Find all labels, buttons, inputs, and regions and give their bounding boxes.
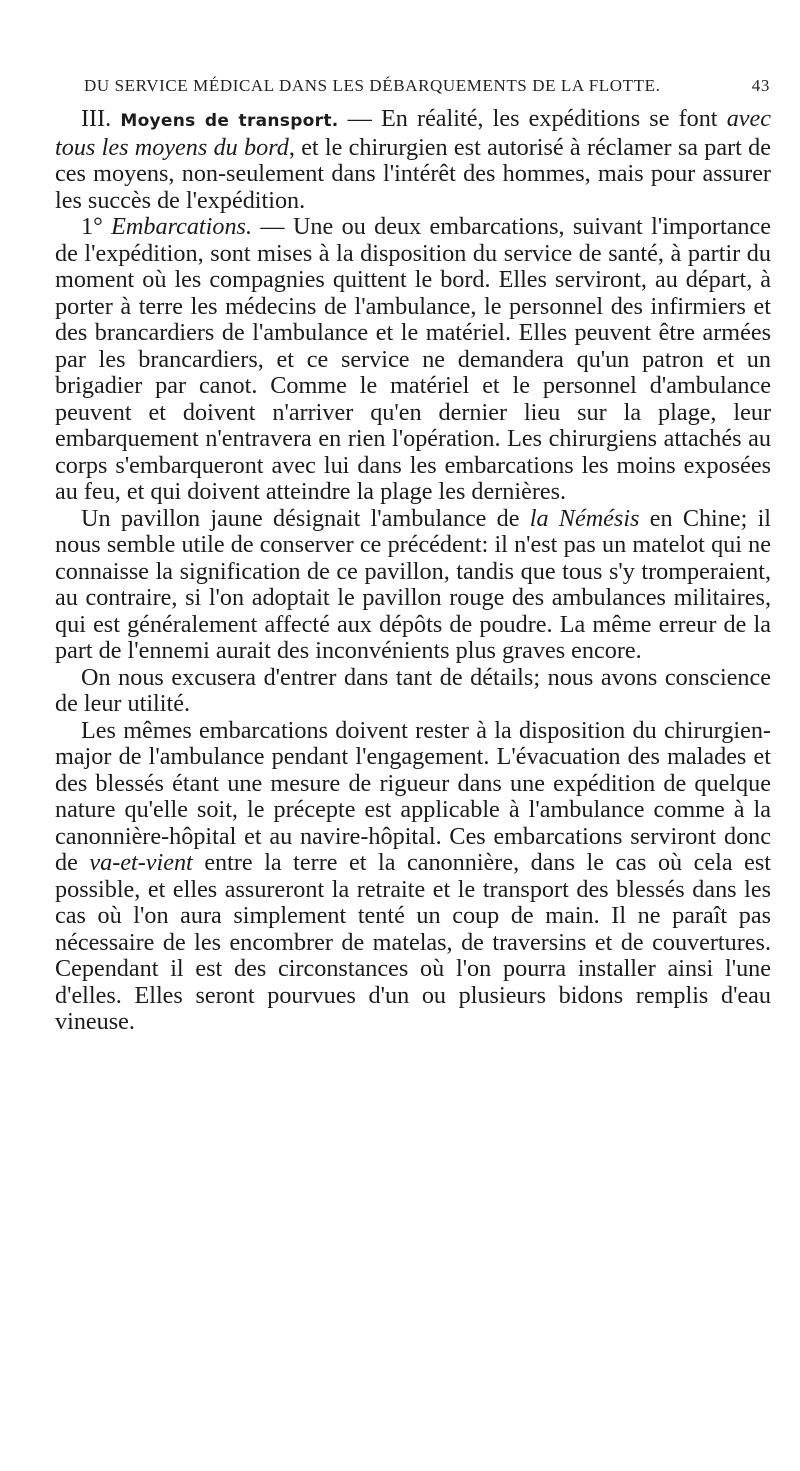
section-number: III. xyxy=(81,105,112,132)
paragraph-embarcations xyxy=(55,214,771,506)
body-text xyxy=(55,106,771,1036)
running-head xyxy=(58,76,770,100)
paragraph-text: entre la terre et la canonnière, dans le cas où cela est possible, et elles assureront la retraite et le transport des blessés dans les cas où l'on aura simplement tenté un coup de main. Il ne paraît pas nécessaire de les encombrer de matelas, de traversins et de couvertures. Cependant il est des circonstances où l'on pourra installer ainsi l'une d'elles. Elles seront pourvues d'un ou plusieurs bidons remplis d'eau vineuse. xyxy=(55,849,771,1035)
section-title: Moyens de transport. xyxy=(120,111,339,131)
paragraph-text: en Chine; il nous semble utile de conserver ce précédent: il n'est pas un matelot qui ne connaisse la signification de ce pavillon, tandis que tous s'y tromperaient, au contraire, si l'on adoptait le pavillon rouge des ambulances militaires, qui est généralement affecté aux dépôts de poudre. La même erreur de la part de l'ennemi aurait des inconvénients plus graves encore. xyxy=(55,504,772,664)
paragraph-transport xyxy=(55,106,771,214)
paragraph-pavillon xyxy=(55,506,771,665)
subsection-number: 1° xyxy=(81,213,103,240)
paragraph-engagement xyxy=(55,718,771,1036)
paragraph-text: On nous excusera d'entrer dans tant de détails; nous avons conscience de leur utilité. xyxy=(55,663,771,717)
italic-phrase: avec tous les moyens du bord xyxy=(55,105,771,161)
subsection-title: Embarcations. xyxy=(111,213,253,240)
paragraph-excuse xyxy=(55,665,771,718)
paragraph-text: Les mêmes embarcations doivent rester à la disposition du chirurgien-major de l'ambulance pendant l'engagement. L'évacuation des malades et des blessés étant une mesure de rigueur dans une expédition de quelque nature qu'elle soit, le précepte est applicable à l'ambulance comme à la canonnière-hôpital et au navire-hôpital. Ces embarcations serviront donc de xyxy=(55,716,771,876)
italic-phrase: va-et-vient xyxy=(89,849,193,876)
paragraph-text: Un pavillon jaune désignait l'ambulance de xyxy=(81,504,530,532)
italic-ship-name: la Némésis xyxy=(529,504,640,532)
paragraph-text: , et le chirurgien est autorisé à réclamer sa part de ces moyens, non-seulement dans l'intérêt des hommes, mais pour assurer les succès de l'expédition. xyxy=(55,133,771,214)
running-head-title: DU SERVICE MÉDICAL DANS LES DÉBARQUEMENTS DE LA FLOTTE. xyxy=(84,76,661,95)
page-number: 43 xyxy=(751,76,770,95)
paragraph-text: — En réalité, les expéditions se font xyxy=(338,105,727,132)
paragraph-text: — Une ou deux embarcations, suivant l'importance de l'expédition, sont mises à la disposition du service de santé, à partir du moment où les compagnies quittent le bord. Elles serviront, au départ, à porter à terre les médecins de l'ambulance, le personnel des infirmiers et des brancardiers de l'ambulance et le matériel. Elles peuvent être armées par les brancardiers, et ce service ne demandera qu'un patron et un brigadier par canot. Comme le matériel et le personnel d'ambulance peuvent et doivent n'arriver qu'en dernier lieu sur la plage, leur embarquement n'entravera en rien l'opération. Les chirurgiens attachés au corps s'embarqueront avec lui dans les embarcations les moins exposées au feu, et qui doivent atteindre la plage les dernières. xyxy=(55,213,771,505)
